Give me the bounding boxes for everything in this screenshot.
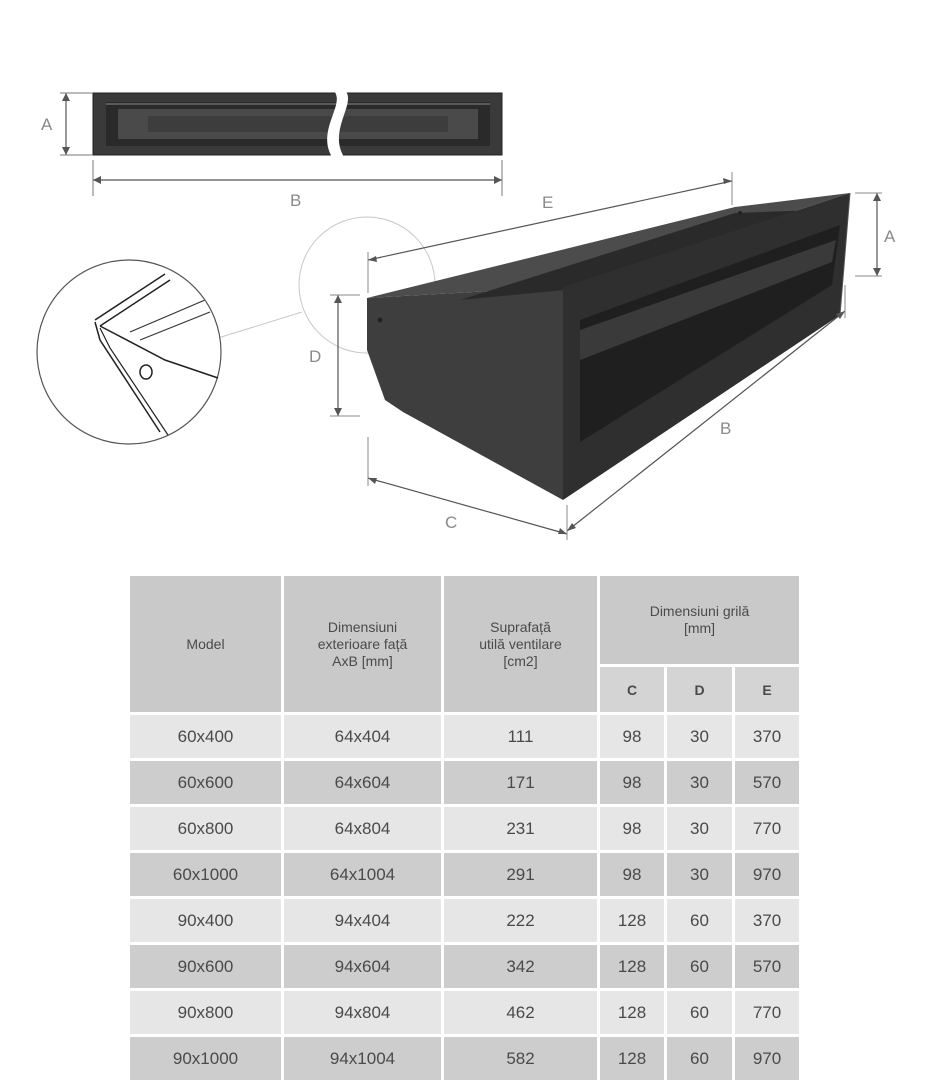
header-vent-area-line1: Suprafață — [490, 618, 551, 635]
cell-d: 30 — [667, 807, 732, 850]
header-c: C — [600, 667, 664, 712]
cell-d: 30 — [667, 853, 732, 896]
iso-dim-b-label: B — [720, 419, 732, 438]
cell-front-dims: 94x804 — [284, 991, 441, 1034]
header-front-dims — [284, 576, 441, 712]
cell-model: 60x800 — [130, 807, 281, 850]
cell-e: 570 — [735, 945, 799, 988]
header-d: D — [667, 667, 732, 712]
cell-front-dims: 94x1004 — [284, 1037, 441, 1080]
cell-vent-area: 291 — [444, 853, 597, 896]
iso-dim-a-label: A — [884, 227, 896, 246]
cell-d: 60 — [667, 945, 732, 988]
cell-model: 90x400 — [130, 899, 281, 942]
cell-vent-area: 111 — [444, 715, 597, 758]
header-model: Model — [130, 576, 281, 712]
cell-vent-area: 582 — [444, 1037, 597, 1080]
cell-e: 770 — [735, 991, 799, 1034]
spec-table — [127, 573, 802, 1083]
cell-front-dims: 64x604 — [284, 761, 441, 804]
cell-c: 98 — [600, 761, 664, 804]
iso-dim-c-label: C — [445, 513, 458, 532]
cell-d: 30 — [667, 761, 732, 804]
cell-c: 98 — [600, 853, 664, 896]
cell-model: 60x400 — [130, 715, 281, 758]
cell-vent-area: 342 — [444, 945, 597, 988]
cell-front-dims: 64x1004 — [284, 853, 441, 896]
front-view — [41, 88, 502, 210]
header-vent-area-line2: utilă ventilare — [479, 635, 562, 652]
header-vent-area-line3: [cm2] — [503, 652, 538, 669]
cell-e: 370 — [735, 899, 799, 942]
table-row — [130, 807, 799, 850]
cell-model: 90x1000 — [130, 1037, 281, 1080]
cell-d: 60 — [667, 1037, 732, 1080]
table-row — [130, 715, 799, 758]
table-row — [130, 945, 799, 988]
table-row — [130, 761, 799, 804]
header-e: E — [735, 667, 799, 712]
cell-front-dims: 94x404 — [284, 899, 441, 942]
iso-dim-d-label: D — [309, 347, 322, 366]
table-row — [130, 991, 799, 1034]
table-row — [130, 899, 799, 942]
cell-vent-area: 462 — [444, 991, 597, 1034]
cell-c: 128 — [600, 991, 664, 1034]
cell-front-dims: 64x804 — [284, 807, 441, 850]
cell-e: 570 — [735, 761, 799, 804]
cell-e: 970 — [735, 1037, 799, 1080]
cell-vent-area: 231 — [444, 807, 597, 850]
cell-vent-area: 222 — [444, 899, 597, 942]
header-grille-dims-line2: [mm] — [683, 620, 716, 636]
cell-e: 370 — [735, 715, 799, 758]
cell-e: 970 — [735, 853, 799, 896]
table-row — [130, 1037, 799, 1080]
cell-c: 128 — [600, 899, 664, 942]
cell-d: 30 — [667, 715, 732, 758]
iso-view — [309, 172, 896, 540]
cell-c: 128 — [600, 945, 664, 988]
cell-model: 90x600 — [130, 945, 281, 988]
cell-vent-area: 171 — [444, 761, 597, 804]
cell-front-dims: 94x604 — [284, 945, 441, 988]
header-front-dims-line1: Dimensiuni — [327, 618, 398, 635]
header-vent-area — [444, 576, 597, 712]
cell-c: 98 — [600, 715, 664, 758]
front-dim-a-label: A — [41, 115, 53, 134]
cell-d: 60 — [667, 991, 732, 1034]
header-grille-dims — [600, 576, 799, 664]
cell-c: 98 — [600, 807, 664, 850]
cell-model: 60x1000 — [130, 853, 281, 896]
front-dim-b-label: B — [290, 191, 302, 210]
header-front-dims-line3: AxB [mm] — [332, 652, 393, 669]
cell-model: 60x600 — [130, 761, 281, 804]
cell-model: 90x800 — [130, 991, 281, 1034]
table-row — [130, 853, 799, 896]
cell-e: 770 — [735, 807, 799, 850]
header-grille-dims-line1: Dimensiuni grilă — [649, 603, 750, 619]
iso-dim-e-label: E — [542, 193, 554, 212]
cell-c: 128 — [600, 1037, 664, 1080]
header-front-dims-line2: exterioare față — [317, 635, 408, 652]
cell-front-dims: 64x404 — [284, 715, 441, 758]
cell-d: 60 — [667, 899, 732, 942]
